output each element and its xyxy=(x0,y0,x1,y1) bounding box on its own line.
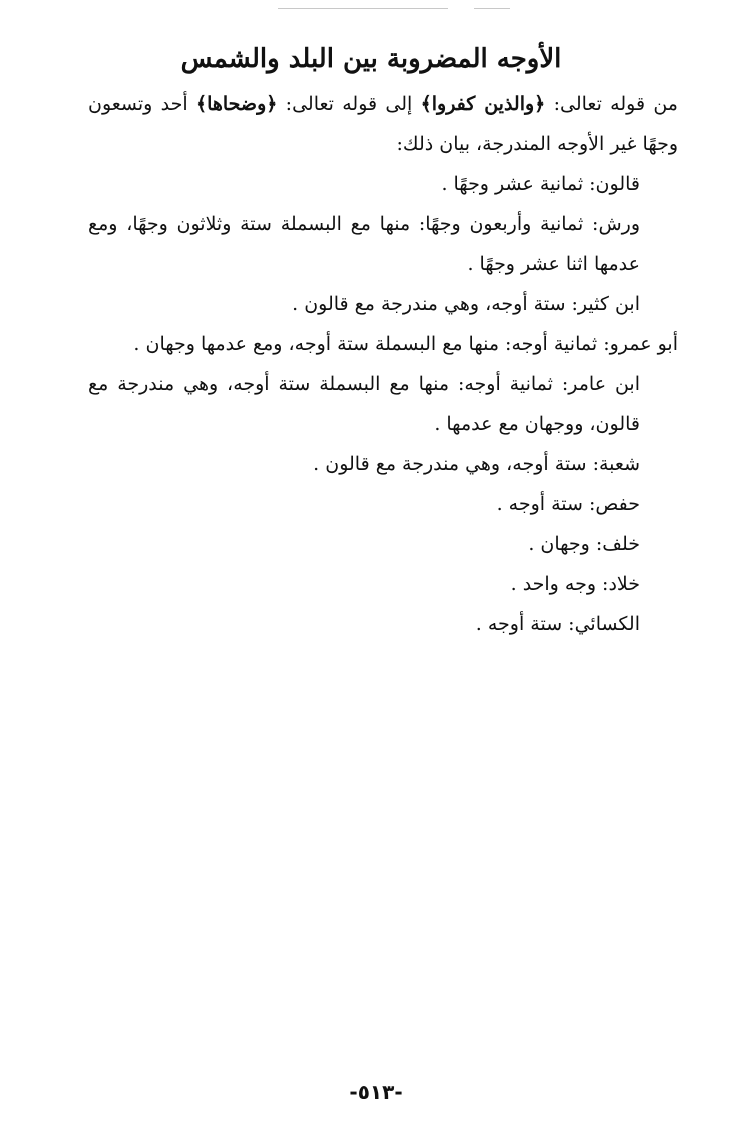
intro-text-3: أحد وتسعون وجهًا غير الأوجه المندرجة، بيان ذلك: xyxy=(88,93,678,155)
reader-text: ثمانية وأربعون وجهًا: منها مع البسملة ستة وثلاثون وجهًا، ومع عدمها اثنا عشر وجهًا . xyxy=(88,213,640,275)
reader-entry-ibn-kathir xyxy=(88,284,678,324)
reader-text: ستة أوجه . xyxy=(496,493,589,515)
reader-entry-abu-amr xyxy=(88,324,678,364)
intro-paragraph xyxy=(88,84,678,164)
reader-entry-khalaf xyxy=(88,524,678,564)
reader-text: ثمانية أوجه: منها مع البسملة ستة أوجه، ومع عدمها وجهان . xyxy=(133,333,604,355)
reader-entry-warsh xyxy=(88,204,678,284)
reader-name: ابن كثير: xyxy=(571,293,640,315)
reader-text: ستة أوجه . xyxy=(475,613,569,635)
reader-name: ابن عامر: xyxy=(561,373,640,395)
quran-quote-2: ﴿وضحاها﴾ xyxy=(195,93,278,115)
reader-entry-khallad xyxy=(88,564,678,604)
reader-text: ثمانية أوجه: منها مع البسملة ستة أوجه، وهي مندرجة مع قالون، ووجهان مع عدمها . xyxy=(88,373,640,435)
top-rule-left xyxy=(278,8,448,9)
quran-quote-1: ﴿والذين كفروا﴾ xyxy=(420,93,546,115)
reader-name: حفص: xyxy=(588,493,640,515)
reader-entry-ibn-amir xyxy=(88,364,678,444)
intro-text-1: من قوله تعالى: xyxy=(545,93,678,115)
reader-text: ستة أوجه، وهي مندرجة مع قالون . xyxy=(292,293,572,315)
top-rule-right xyxy=(474,8,510,9)
reader-name: خلف: xyxy=(595,533,640,555)
intro-text-2: إلى قوله تعالى: xyxy=(277,93,421,115)
reader-text: ستة أوجه، وهي مندرجة مع قالون . xyxy=(313,453,593,475)
reader-name: قالون: xyxy=(589,173,640,195)
page-number: -٥١٣- xyxy=(349,1080,403,1104)
reader-entry-qalun xyxy=(88,164,678,204)
reader-name: أبو عمرو: xyxy=(603,333,678,355)
reader-name: ورش: xyxy=(592,213,640,235)
reader-name: خلاد: xyxy=(602,573,640,595)
reader-text: وجه واحد . xyxy=(510,573,603,595)
reader-entry-hafs xyxy=(88,484,678,524)
page-title: الأوجه المضروبة بين البلد والشمس xyxy=(180,44,562,74)
reader-text: ثمانية عشر وجهًا . xyxy=(441,173,590,195)
reader-entry-kisai xyxy=(88,604,678,644)
reader-name: الكسائي: xyxy=(568,613,640,635)
reader-entry-shuba xyxy=(88,444,678,484)
page-content xyxy=(88,34,678,644)
reader-text: وجهان . xyxy=(528,533,596,555)
reader-name: شعبة: xyxy=(592,453,640,475)
